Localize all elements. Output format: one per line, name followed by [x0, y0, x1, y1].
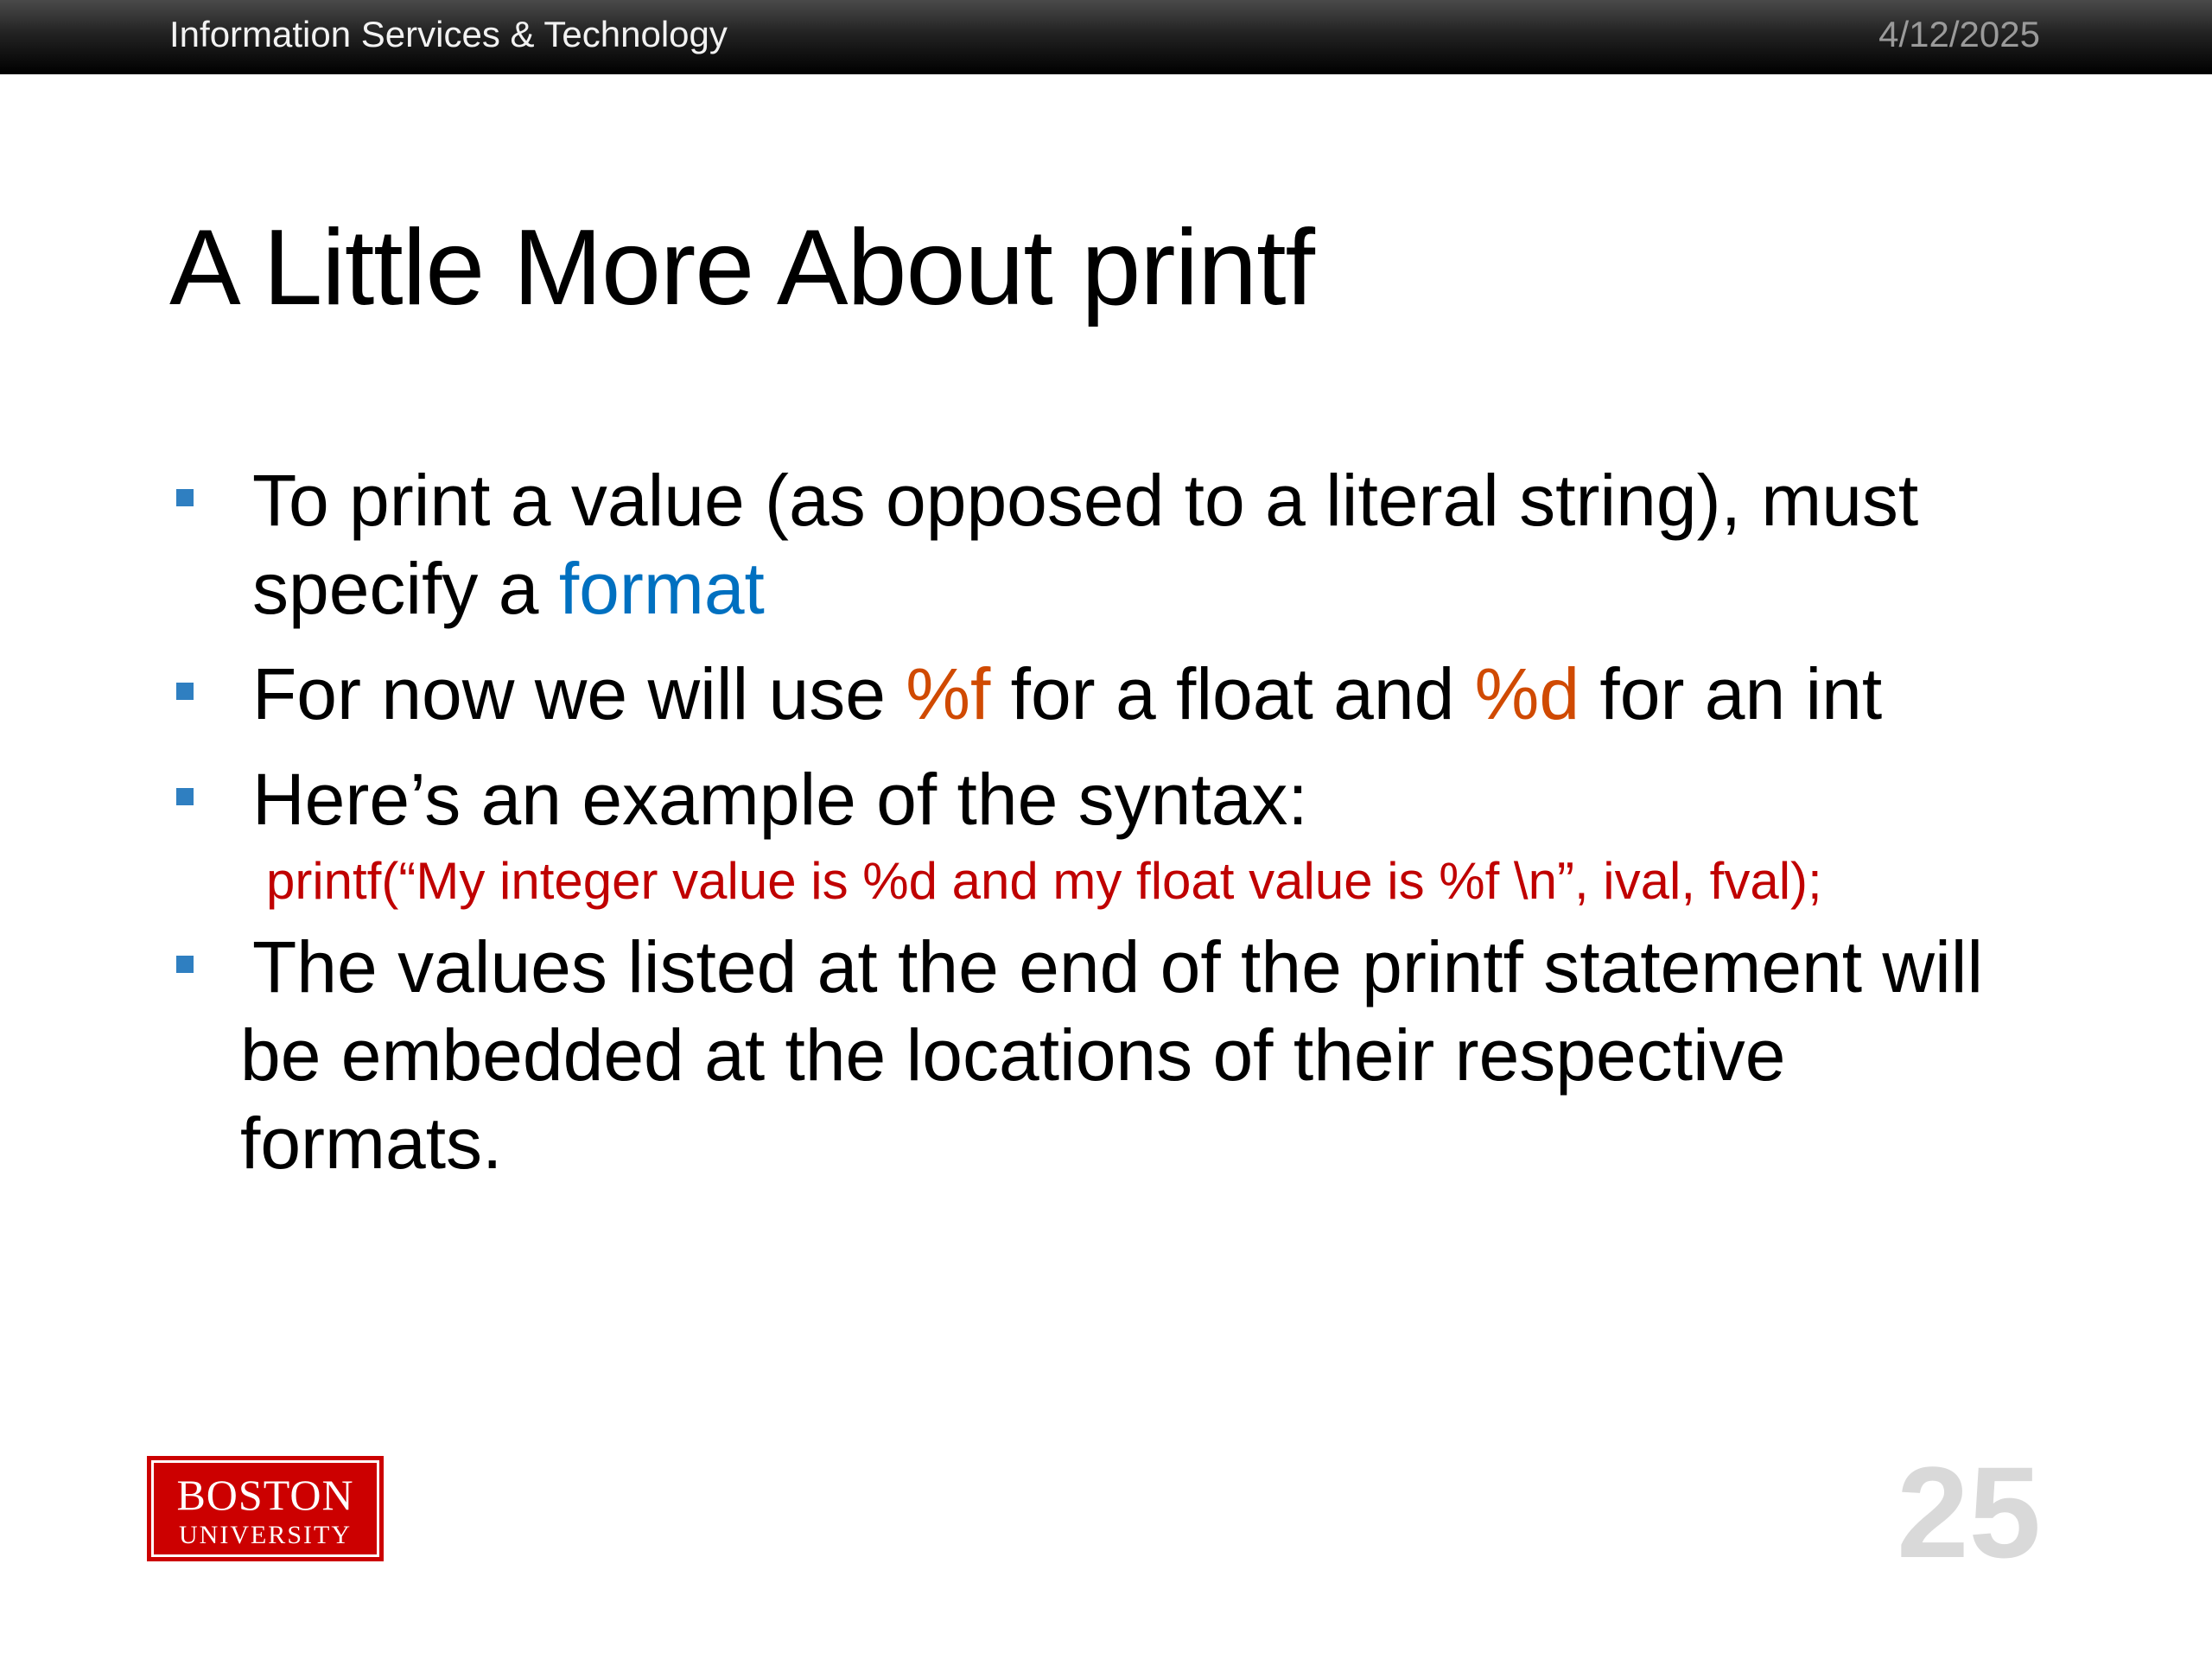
slide-date: 4/12/2025: [1878, 14, 2040, 54]
square-bullet-icon: [176, 489, 194, 506]
bullet-text-line-1: The values listed at the end of the printf statement will: [252, 926, 1984, 1007]
bullet-text: for a float and: [990, 653, 1475, 734]
square-bullet-icon: [176, 788, 194, 805]
organization-name: Information Services & Technology: [169, 14, 728, 54]
boston-university-logo: [147, 1456, 384, 1561]
bullet-item-syntax: [169, 755, 2053, 843]
slide-title: A Little More About printf: [169, 208, 1314, 327]
code-example: printf(“My integer value is %d and my float value is %f \n”, ival, fval);: [266, 852, 1822, 910]
bullet-item-values: [169, 923, 2053, 1187]
bullet-text-line-2: be embedded at the locations of their respective: [240, 1014, 1786, 1096]
square-bullet-icon: [176, 683, 194, 700]
bullet-text: To print a value (as opposed to a literal string), must specify a: [252, 460, 1919, 629]
float-specifier: %f: [906, 653, 991, 734]
bullet-text: for an int: [1580, 653, 1883, 734]
bullet-item-format: [169, 456, 2053, 632]
square-bullet-icon: [176, 956, 194, 973]
page-number: 25: [1897, 1440, 2041, 1585]
logo-text-boston: BOSTON: [176, 1471, 354, 1519]
format-keyword: format: [558, 548, 765, 629]
bullet-text: Here’s an example of the syntax:: [252, 759, 1308, 840]
bullet-text: For now we will use: [252, 653, 906, 734]
header-bar: [0, 0, 2212, 74]
bullet-item-specifiers: [169, 650, 2053, 738]
logo-text-university: UNIVERSITY: [179, 1521, 352, 1549]
bullet-list: [169, 456, 2053, 1187]
bullet-text-line-3: formats.: [240, 1103, 503, 1184]
int-specifier: %d: [1474, 653, 1580, 734]
